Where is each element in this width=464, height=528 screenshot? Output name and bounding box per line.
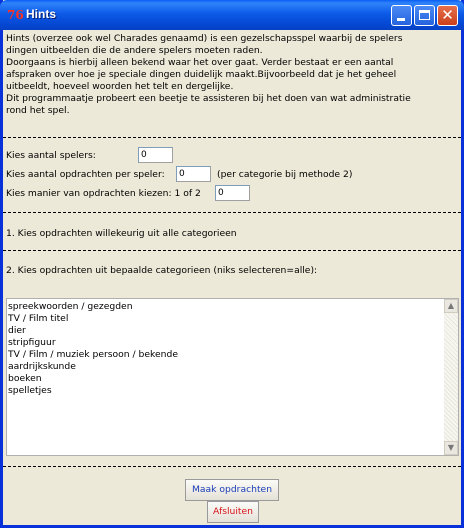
- list-item[interactable]: dier: [8, 325, 26, 336]
- divider: [3, 466, 461, 467]
- minimize-button[interactable]: [391, 5, 412, 26]
- close-icon: ✕: [441, 6, 454, 24]
- intro-line: Dit programmaatje probeert een beetje te assisteren bij het doen van wat administratie: [6, 93, 411, 104]
- intro-line: afspraken over hoe je speciale dingen duidelijk maakt.Bijvoorbeeld dat je het geheel: [6, 69, 397, 80]
- players-input[interactable]: [138, 147, 173, 163]
- list-item[interactable]: TV / Film titel: [8, 313, 69, 324]
- arrow-up-icon: ▲: [447, 301, 455, 310]
- players-label: Kies aantal spelers:: [6, 150, 96, 161]
- make-tasks-button[interactable]: Maak opdrachten: [185, 479, 279, 501]
- divider: [3, 250, 461, 251]
- method-2-text: 2. Kies opdrachten uit bepaalde categorieen (niks selecteren=alle):: [6, 265, 318, 276]
- intro-line: rond het spel.: [6, 105, 70, 116]
- scroll-down-button[interactable]: [444, 441, 458, 455]
- app-icon: 76: [7, 8, 24, 22]
- tasks-note: (per categorie bij methode 2): [217, 169, 353, 180]
- divider: [3, 212, 461, 213]
- close-app-button[interactable]: Afsluiten: [207, 501, 259, 523]
- intro-text: [6, 33, 456, 117]
- method-1-text: 1. Kies opdrachten willekeurig uit alle categorieen: [6, 228, 237, 239]
- intro-line: dingen uitbeelden die de andere spelers moeten raden.: [6, 45, 263, 56]
- intro-line: Hints (overzee ook wel Charades genaamd) is een gezelschapsspel waarbij de spelers: [6, 33, 403, 44]
- title-bar[interactable]: [0, 0, 464, 30]
- scroll-track[interactable]: [444, 313, 458, 441]
- close-button[interactable]: [437, 5, 458, 26]
- maximize-icon: [419, 10, 430, 20]
- divider: [3, 137, 461, 138]
- intro-line: Doorgaans is hierbij alleen bekend waar het over gaat. Verder bestaat er een aantal: [6, 57, 394, 68]
- list-item[interactable]: stripfiguur: [8, 337, 56, 348]
- vertical-scrollbar[interactable]: [444, 299, 458, 455]
- minimize-icon: [397, 18, 405, 21]
- tasks-input[interactable]: [176, 166, 211, 182]
- method-label: Kies manier van opdrachten kiezen: 1 of 2: [6, 188, 201, 199]
- arrow-down-icon: ▼: [447, 443, 455, 452]
- maximize-button[interactable]: [414, 5, 435, 26]
- category-listbox[interactable]: [6, 298, 459, 456]
- list-item[interactable]: spreekwoorden / gezegden: [8, 301, 133, 312]
- scroll-up-button[interactable]: [444, 299, 458, 313]
- intro-line: uitbeeldt, hoeveel woorden het telt en dergelijke.: [6, 81, 234, 92]
- list-item[interactable]: TV / Film / muziek persoon / bekende: [8, 349, 178, 360]
- method-input[interactable]: [215, 185, 250, 201]
- list-item[interactable]: spelletjes: [8, 385, 52, 396]
- tasks-label: Kies aantal opdrachten per speler:: [6, 169, 165, 180]
- list-item[interactable]: aardrijkskunde: [8, 361, 76, 372]
- window-title: Hints: [26, 7, 56, 21]
- list-item[interactable]: boeken: [8, 373, 42, 384]
